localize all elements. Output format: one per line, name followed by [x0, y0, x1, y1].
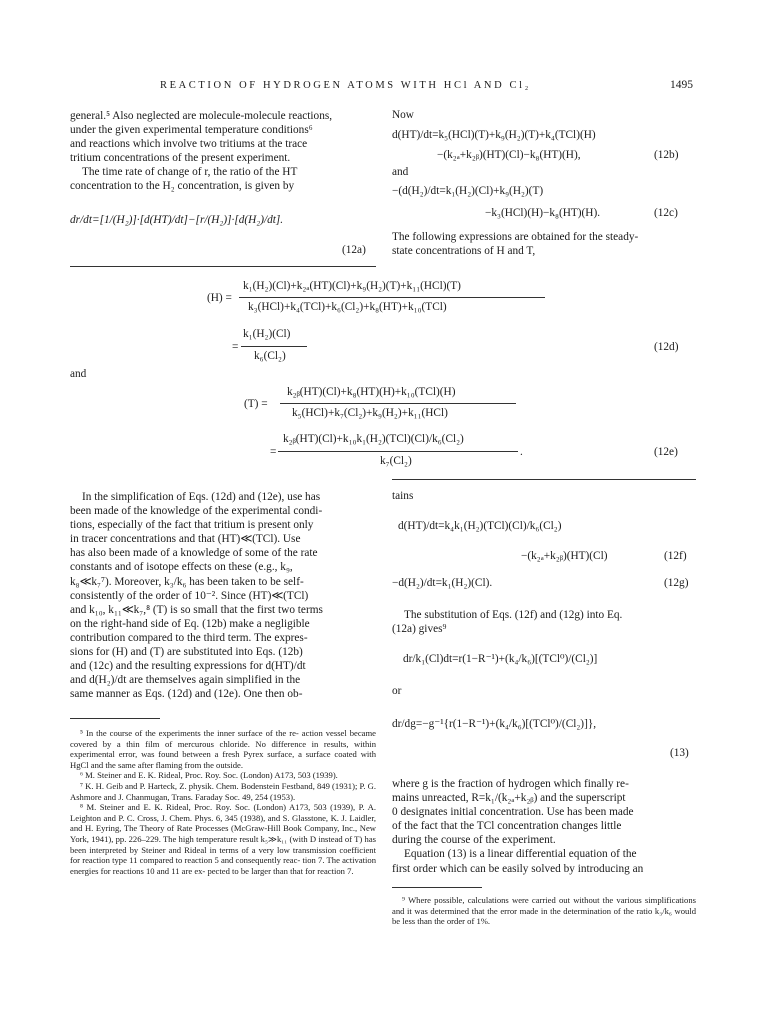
text-line: and reactions which involve two tritiums at the trace [70, 138, 308, 151]
text-line: sions for (H) and (T) are substituted into Eqs. (12b) [70, 646, 303, 659]
text-line: of the fact that the TCl concentration changes little [392, 820, 622, 833]
equation-12e-equals: = [270, 446, 277, 458]
fraction-bar [280, 403, 516, 404]
equation-12e-simplified-denominator: k₇(Cl₂) [380, 455, 412, 467]
text-line: 0 designates initial concentration. Use has been made [392, 806, 634, 819]
text-line: where g is the fraction of hydrogen which finally re- [392, 778, 629, 790]
equation-12e-simplified-numerator: k₂ᵦ(HT)(Cl)+k₁₀k₁(H₂)(TCl)(Cl)/k₆(Cl₂) [283, 433, 464, 445]
text-line: in tracer concentrations and that (HT)≪(TCl). Use [70, 533, 301, 546]
running-title: REACTION OF HYDROGEN ATOMS WITH HCl AND Cl₂ [160, 80, 531, 91]
equation-12d-numerator: k₁(H₂)(Cl)+k₂ₐ(HT)(Cl)+k₉(H₂)(T)+k₁₁(HCl)(T) [243, 280, 461, 292]
equation-13: dr/dg=−g⁻¹{r(1−R⁻¹)+(k₄/k₆)[(TCl⁰)/(Cl₂)]}, [392, 718, 597, 730]
text-line: In the simplification of Eqs. (12d) and (12e), use has [82, 491, 321, 503]
word-tains: tains [392, 490, 414, 502]
text-line: contribution compared to the third term. The expres- [70, 631, 308, 644]
text-line: The time rate of change of r, the ratio of the HT [82, 166, 298, 179]
footnote-9-text: ⁹ Where possible, calculations were carried out without the various simplifications and it was determined that the error made in the determination of the ratio k₃/k₆ would be less than the order of 1%. [392, 895, 696, 927]
equation-12b-line2: −(k₂ₐ+k₂ᵦ)(HT)(Cl)−k₈(HT)(H), [437, 149, 581, 161]
equation-12e-period: . [520, 446, 523, 458]
text-line: tions, especially of the fact that tritium is present only [70, 519, 314, 532]
equation-number-12f: (12f) [664, 550, 687, 562]
equation-12f-line2: −(k₂ₐ+k₂ᵦ)(HT)(Cl) [521, 550, 608, 562]
equation-dr: dr/k₁(Cl)dt=r(1−R⁻¹)+(k₄/k₆)[(TCl⁰)/(Cl₂)] [403, 653, 598, 665]
text-line: first order which can be easily solved by introducing an [392, 862, 644, 875]
fraction-bar [278, 451, 518, 452]
footnote-8: ⁸ M. Steiner and E. K. Rideal, Proc. Roy. Soc. (London) A173, 503 (1939), P. A. Leighton and P. C. Cross, J. Chem. Phys. 6, 345 (1938), and S. Glasstone, K. J. Laidler, and H. Eyring, The Theory of Rate Processes (McGraw-Hill Book Company, Inc., New York, 1941), pp. 226–229. The high temperature result k₅≫k₁₁ (with D instead of T) has been interpreted by Steiner and Rideal in terms of a very low transmission coefficient for reaction type 11 compared to reaction 5 and consequently reac- tion 7. The activation energies for reactions 10 and 11 are ex- pected to be larger than that for reaction 7. [70, 802, 376, 876]
word-and: and [392, 166, 409, 178]
substitution-text [392, 608, 696, 636]
text-line: concentration to the H₂ concentration, is given by [70, 180, 295, 193]
equation-12e-denominator: k₅(HCl)+k₇(Cl₂)+k₉(H₂)+k₁₁(HCl) [292, 407, 448, 419]
text-line: on the right-hand side of Eq. (12b) make a negligible [70, 617, 310, 630]
equation-number-12c: (12c) [654, 207, 678, 219]
text-line: same manner as Eqs. (12d) and (12e). One then ob- [70, 688, 303, 701]
equation-12g: −d(H₂)/dt=k₁(H₂)(Cl). [392, 577, 493, 589]
equation-12f-line1: d(HT)/dt=k₄k₁(H₂)(TCl)(Cl)/k₆(Cl₂) [398, 520, 562, 532]
footnote-7: ⁷ K. H. Geib and P. Harteck, Z. physik. Chem. Bodenstein Festband, 849 (1931); P. G. Ashmore and J. Chanmugan, Trans. Faraday Soc. 49, 254 (1953). [70, 780, 376, 802]
text-line: has also been made of a knowledge of some of the rate [70, 547, 318, 560]
text-line: mains unreacted, R=k₁/(k₂ₐ+k₂ᵦ) and the superscript [392, 792, 626, 805]
left-top-text [70, 109, 376, 194]
left-bottom-text [70, 490, 376, 701]
equation-12d-lhs: (H) = [207, 292, 232, 304]
equation-number-12e: (12e) [654, 446, 678, 458]
equation-12b-line1: d(HT)/dt=k₅(HCl)(T)+k₉(H₂)(T)+k₄(TCl)(H) [392, 129, 596, 141]
fraction-bar [239, 297, 545, 298]
page-number: 1495 [670, 79, 693, 91]
footnote-5: ⁵ In the course of the experiments the inner surface of the re- action vessel became covered by a thin film of mercurous chloride. No difference in results, within experimental error, was found between a fresh Pyrex surface, a surface coated with HgCl and the same after flaming from the outside. [70, 728, 376, 770]
text-line: The following expressions are obtained for the steady- [392, 231, 639, 243]
word-and-between-equations: and [70, 368, 87, 380]
equation-12e-lhs: (T) = [244, 398, 268, 410]
text-line: been made of the knowledge of the experimental condi- [70, 505, 323, 518]
text-line: Equation (13) is a linear differential equation of the [404, 848, 637, 861]
right-bottom-text [392, 777, 696, 876]
equation-number-13: (13) [670, 747, 689, 759]
text-line: constants and of isotope effects on these (e.g., k₉, [70, 561, 293, 574]
text-line: k₈≪k₇⁷). Moreover, k₃/k₆ has been taken to be self- [70, 575, 304, 588]
section-rule-top [70, 266, 376, 267]
equation-12d-simplified-numerator: k₁(H₂)(Cl) [243, 328, 291, 340]
text-line: (12a) gives⁹ [392, 623, 447, 636]
fraction-bar [241, 346, 307, 347]
text-line: consistently of the order of 10⁻². Since (HT)≪(TCl) [70, 589, 309, 602]
equation-number-12g: (12g) [664, 577, 689, 589]
equation-12c-line1: −(d(H₂)/dt=k₁(H₂)(Cl)+k₉(H₂)(T) [392, 185, 544, 197]
footnotes-left [70, 728, 376, 876]
right-top-text [392, 230, 696, 258]
footnote-9 [392, 895, 696, 927]
footnote-6: ⁶ M. Steiner and E. K. Rideal, Proc. Roy. Soc. (London) A173, 503 (1939). [80, 770, 338, 781]
equation-12a: dr/dt=[1/(H₂)]·[d(HT)/dt]−[r/(H₂)]·[d(H₂)/dt]. [70, 214, 284, 226]
word-or: or [392, 685, 402, 697]
text-line: and k₁₀, k₁₁≪k₇,⁸ (T) is so small that the first two terms [70, 603, 323, 616]
section-rule-bottom [392, 479, 696, 480]
text-line: state concentrations of H and T, [392, 245, 536, 258]
equation-number-12d: (12d) [654, 341, 679, 353]
word-now: Now [392, 109, 414, 121]
text-line: general.⁵ Also neglected are molecule-molecule reactions, [70, 110, 333, 122]
text-line: and (12c) and the resulting expressions for d(HT)/dt [70, 660, 306, 673]
text-line: and d(H₂)/dt are themselves again simplified in the [70, 674, 301, 687]
equation-12e-numerator: k₂ᵦ(HT)(Cl)+k₈(HT)(H)+k₁₀(TCl)(H) [287, 386, 456, 398]
equation-12c-line2: −k₃(HCl)(H)−k₈(HT)(H). [485, 207, 601, 219]
text-line: under the given experimental temperature conditions⁶ [70, 124, 313, 137]
equation-number-12b: (12b) [654, 149, 679, 161]
equation-number-12a: (12a) [342, 244, 366, 256]
text-line: tritium concentrations of the present experiment. [70, 152, 291, 165]
equation-12d-denominator: k₃(HCl)+k₄(TCl)+k₆(Cl₂)+k₈(HT)+k₁₀(TCl) [248, 301, 447, 313]
text-line: during the course of the experiment. [392, 834, 556, 847]
footnote-rule [70, 718, 160, 719]
text-line: The substitution of Eqs. (12f) and (12g) into Eq. [404, 609, 623, 621]
equation-12d-simplified-denominator: k₆(Cl₂) [254, 350, 286, 362]
equation-12d-equals: = [232, 341, 239, 353]
footnote-rule-right [392, 887, 482, 888]
